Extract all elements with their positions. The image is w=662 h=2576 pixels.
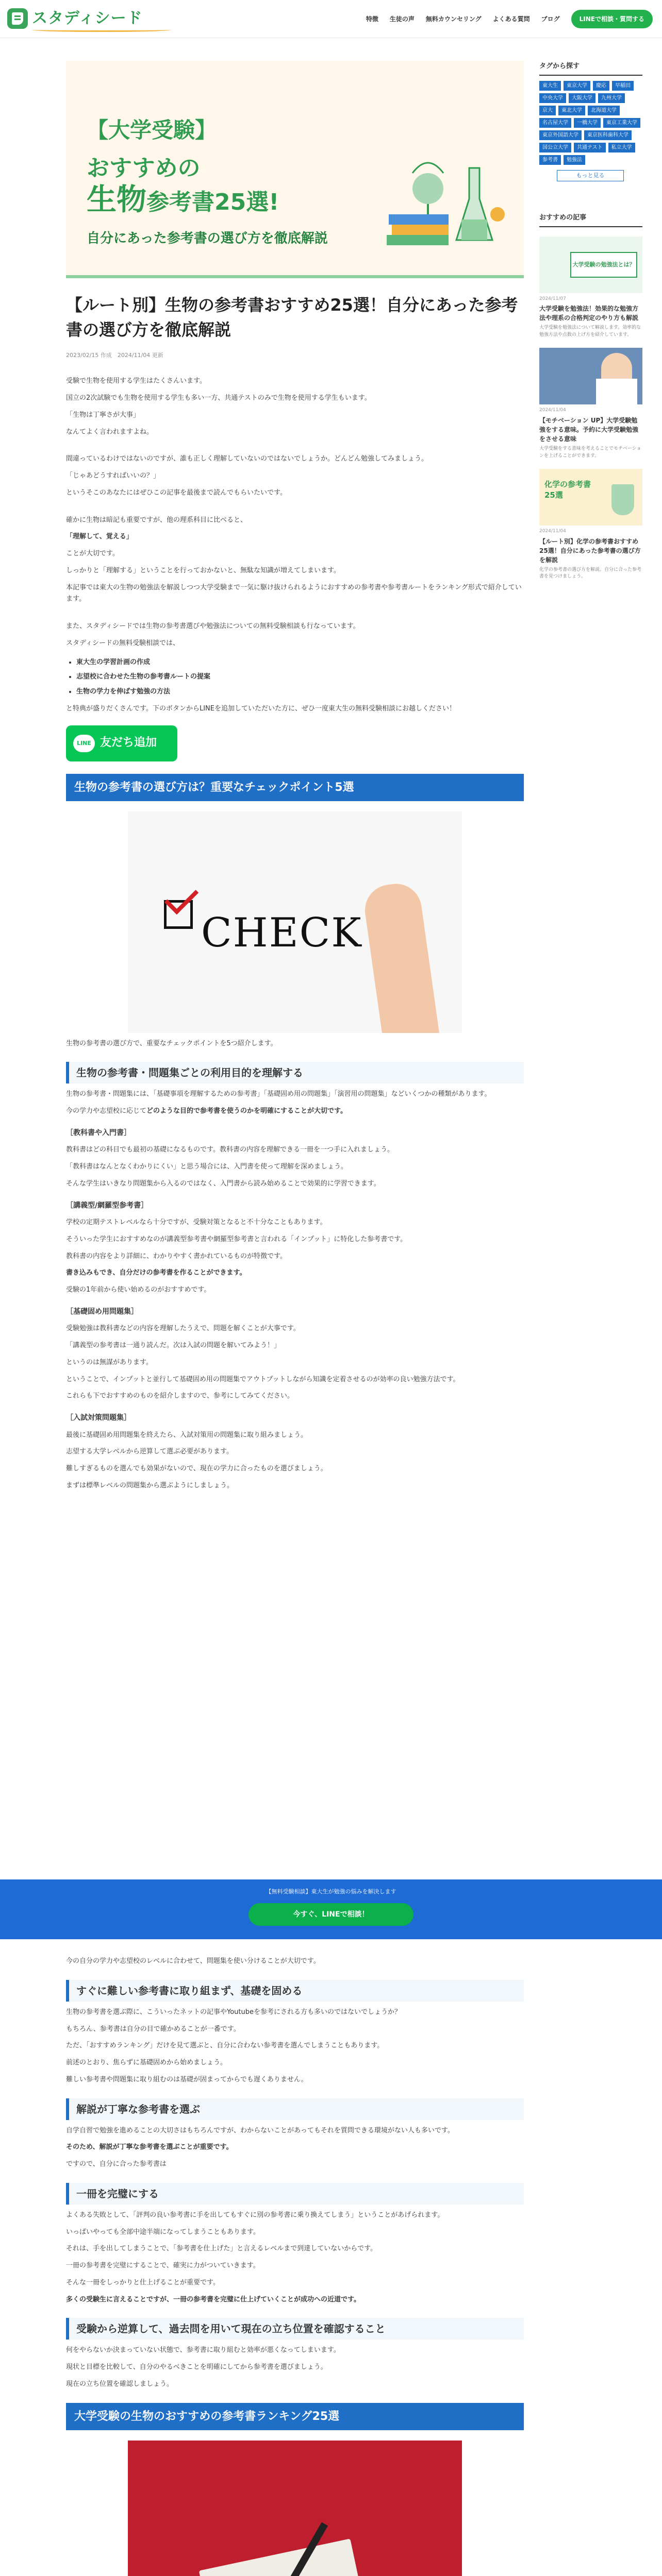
post-thumbnail: 化学の参考書 25選 [539, 469, 642, 526]
tag-link[interactable]: 中央大学 [539, 93, 566, 103]
cta-banner [0, 1879, 662, 1939]
paragraph: そんな一冊をしっかりと仕上げることが重要です。 [66, 2278, 220, 2286]
tag-link[interactable]: 東京外国語大学 [539, 130, 582, 140]
post-thumbnail: 大学受験の勉強法とは？ [539, 236, 642, 293]
paragraph: 書き込みもでき、自分だけの参考書を作ることができます。 [66, 1269, 246, 1277]
nav-counseling[interactable]: 無料カウンセリング [425, 15, 482, 23]
article-column [66, 61, 524, 1492]
post-excerpt: 大学受験をする意味を考えることでモチベーションを上げることができます。 [539, 446, 641, 459]
subheading-past-exams: 受験から逆算して、過去問を用いて現在の立ち位置を確認すること [66, 2318, 524, 2340]
nav-features[interactable]: 特徴 [366, 15, 378, 23]
paragraph: いっぱいやっても全部中途半端になってしまうこともあります。 [66, 2228, 260, 2236]
post-title: 【ルート別】化学の参考書おすすめ25選！自分にあった参考書の選び方を解説 [539, 537, 641, 564]
cta-line-button[interactable]: 今すぐ、LINEで相談！ [249, 1903, 413, 1926]
study-photo [128, 2441, 462, 2576]
line-add-friend-button[interactable] [66, 725, 177, 761]
paragraph: 「講義型の参考書は一通り読んだ。次は入試の問題を解いてみよう！」 [66, 1342, 281, 1349]
tag-link[interactable]: 参考書 [539, 155, 561, 165]
hero-subtitle: 自分にあった参考書の選び方を徹底解説 [87, 231, 328, 246]
subheading-explanation: 解説が丁寧な参考書を選ぶ [66, 2098, 524, 2120]
tag-link[interactable]: 共通テスト [574, 143, 606, 152]
list-item: • 東大生の学習計画の作成 [76, 657, 524, 669]
paragraph: というのは無謀があります。 [66, 1358, 153, 1366]
tag-link[interactable]: 東京大学 [564, 81, 590, 91]
check-image [128, 811, 462, 1033]
paragraph: しっかりと「理解する」ということを行っておかないと、無駄な知識が増えてしまいます。 [66, 566, 340, 574]
recommended-post[interactable] [539, 236, 642, 339]
site-header [0, 0, 662, 38]
site-logo[interactable] [7, 7, 172, 30]
tag-link[interactable]: 京大 [539, 106, 556, 115]
paragraph: なんてよく言われますよね。 [66, 428, 154, 436]
paragraph: 難しすぎるものを選んでも効果がないので、現在の学力に合ったものを選びましょう。 [66, 1465, 327, 1472]
tag-link[interactable]: 勉強法 [564, 155, 585, 165]
tag-link[interactable]: 一橋大学 [574, 118, 601, 128]
paragraph: ですので、自分に合った参考書は [66, 2160, 167, 2168]
notebook-shape [199, 2538, 367, 2576]
paragraph: そんな学生はいきなり問題集から入るのではなく、入門書から読み始めることで効果的に学習できます。 [66, 1179, 380, 1188]
recommended-post[interactable] [539, 348, 642, 460]
paragraph: 今の学力や志望校に応じてどのような目的で参考書を使うのかを明確にすることが大切です。 [66, 1107, 347, 1115]
paragraph: 生物の参考書の選び方で、重要なチェックポイントを5つ紹介します。 [66, 1039, 277, 1047]
sidebar [539, 61, 642, 581]
paragraph: 確かに生物は暗記も重要ですが、他の理系科目に比べると、 [66, 516, 247, 524]
tag-link[interactable]: 私立大学 [608, 143, 635, 152]
paragraph: そのため、解説が丁寧な参考書を選ぶことが重要です。 [66, 2143, 233, 2151]
paragraph: まずは標準レベルの問題集から選ぶようにしましょう。 [66, 1481, 234, 1489]
paragraph: 最後に基礎固め用問題集を終えたら、入試対策用の問題集に取り組みましょう。 [66, 1431, 308, 1439]
tag-link[interactable]: 国公立大学 [539, 143, 571, 152]
list-item: • 生物の学力を伸ばす勉強の方法 [76, 686, 524, 698]
paragraph: と特典が盛りだくさんです。下のボタンからLINEを追加していただいた方に、ぜひ一度東大生の無料受験相談にお越しください！ [66, 704, 456, 713]
post-title: 大学受験を勉強法！効果的な勉強方法や理系の合格判定のやり方も解説 [539, 305, 639, 322]
article-dates: 2023/02/15 作成 2024/11/04 更新 [66, 352, 163, 359]
paragraph: 志望する大学レベルから逆算して選ぶ必要があります。 [66, 1448, 233, 1456]
paragraph: 現状と目標を比較して、自分のやるべきことを明確にしてから参考書を選びましょう。 [66, 2363, 327, 2371]
section-heading-ranking: 大学受験の生物のおすすめの参考書ランキング25選 [66, 2403, 524, 2430]
paragraph: また、スタディシードでは生物の参考書選びや勉強法についての無料受験相談も行なっています。 [66, 622, 360, 630]
hero-line2: おすすめの [87, 155, 201, 181]
paragraph: 一冊の参考書を完璧にすることで、確実に力がついていきます。 [66, 2262, 260, 2269]
paragraph: 生物の参考書・問題集には、「基礎事項を理解するための参考書」「基礎固め用の問題集」「演習用の問題集」などいくつかの種類があります。 [66, 1090, 491, 1098]
subheading-intro-books: ［教科書や入門書］ [66, 1128, 131, 1137]
main-nav [366, 10, 653, 28]
logo-text: スタディシード [32, 9, 143, 27]
tag-link[interactable]: 北海道大学 [588, 106, 620, 115]
paragraph: 受験の1年前から使い始めるのがおすすめです。 [66, 1286, 211, 1294]
paragraph: 「じゃあどうすればいいの？」 [66, 472, 160, 480]
paragraph: 「教科書はなんとなくわかりにくい」と思う場合には、入門書を使って理解を深めましょう。 [66, 1163, 348, 1171]
paragraph: ことが大切です。 [66, 550, 119, 557]
post-title: 【モチベーション UP】大学受験勉強をする意味。予約に大学受験勉強をさせる意味 [539, 417, 639, 443]
paragraph: 受験勉強は教科書などの内容を理解したうえで、問題を解くことが大事です。 [66, 1325, 300, 1333]
article-column-lower [66, 1951, 524, 2576]
tag-link[interactable]: 早稲田 [612, 81, 634, 91]
post-thumbnail [539, 348, 642, 404]
paragraph: 前述のとおり、焦らずに基礎固めから始めましょう。 [66, 2059, 227, 2066]
hero-banner [66, 61, 524, 278]
cta-caption: 【無料受験相談】東大生が勉強の悩みを解決します [266, 1888, 396, 1895]
recommended-post[interactable] [539, 469, 642, 581]
nav-voices[interactable]: 生徒の声 [389, 15, 415, 23]
section-heading-check: 生物の参考書の選び方は？重要なチェックポイント5選 [66, 774, 524, 801]
paragraph: 間違っているわけではないのですが、誰も正しく理解していないのではないでしょうか。どんどん勉強してみましょう。 [66, 455, 428, 463]
tag-link[interactable]: 東北大学 [558, 106, 585, 115]
paragraph: 自学自習で勉強を進めることの大切さはもちろんですが、わからないことがあってもそれを質問できる環境がない人も多いです。 [66, 2126, 454, 2134]
paragraph: というそこのあなたにはぜひこの記事を最後まで読んでもらいたいです。 [66, 488, 287, 497]
paragraph: これらも下でおすすめのものを紹介しますので、参考にしてみてください。 [66, 1392, 294, 1400]
hero-count: 参考書25選! [146, 189, 279, 215]
article-intro [66, 360, 524, 649]
post-date: 2024/11/04 [539, 529, 566, 534]
paragraph: そういった学生におすすめなのが講義型参考書や網羅型参考書と言われる「インプット」に特化した参考書です。 [66, 1235, 407, 1243]
tag-link[interactable]: 東京医科歯科大学 [584, 130, 632, 140]
hero-label: 【大学受験】 [87, 117, 217, 143]
check-word: CHECK [201, 909, 362, 956]
paragraph: 難しい参考書や問題集に取り組むのは基礎が固まってからでも遅くありません。 [66, 2075, 308, 2083]
tag-link[interactable]: 九州大学 [598, 93, 625, 103]
line-icon: LINE [73, 735, 95, 752]
paragraph: 「理解して、覚える」 [66, 533, 133, 541]
more-tags-button[interactable]: もっと見る [557, 170, 624, 181]
subheading-lecture-books: ［講義型/網羅型参考書］ [66, 1201, 148, 1210]
paragraph: 本記事では東大の生物の勉強法を解説しつつ大学受験まで一気に駆け抜けられるようにおすすめの参考書や参考書ルートをランキング形式で紹介しています。 [66, 583, 522, 603]
hero-line3 [87, 180, 279, 219]
tags-heading: タグから探す [539, 61, 642, 76]
subheading-basic-problems: ［基礎固め用問題集］ [66, 1307, 138, 1316]
tag-link[interactable]: 大阪大学 [569, 93, 595, 103]
subheading-exam-problems: ［入試対策問題集］ [66, 1414, 131, 1422]
hero-subject: 生物 [87, 182, 147, 217]
tag-link[interactable]: 東大生 [539, 81, 561, 91]
science-illustration [382, 152, 510, 261]
post-excerpt: 化学の参考書の選び方を解説。自分に合った参考書を見つけましょう。 [539, 567, 642, 580]
paragraph: 学校の定期テストレベルなら十分ですが、受験対策となると不十分なこともあります。 [66, 1218, 327, 1226]
paragraph: もちろん、参考書は自分の目で確かめることが一番です。 [66, 2025, 240, 2033]
tag-link[interactable]: 東京工業大学 [603, 118, 640, 128]
finger-shape [361, 880, 443, 1033]
paragraph: 教科書の内容をより詳細に、わかりやすく書かれているものが特徴です。 [66, 1252, 287, 1260]
post-excerpt: 大学受験を勉強法について解説します。効率的な勉強方法や点数の上げ方を紹介しています。 [539, 325, 641, 337]
subheading-one-book: 一冊を完璧にする [66, 2183, 524, 2205]
posts-heading: おすすめの記事 [539, 212, 642, 227]
paragraph: 現在の立ち位置を確認しましょう。 [66, 2380, 174, 2388]
post-date: 2024/11/07 [539, 296, 566, 301]
hero-bottom-bar [66, 275, 524, 278]
article-title: 【ルート別】生物の参考書おすすめ25選！自分にあった参考書の選び方を徹底解説 [66, 295, 518, 340]
paragraph: 「生物は丁寧さが大事」 [66, 411, 140, 419]
subheading-basics-first: すぐに難しい参考書に取り組まず、基礎を固める [66, 1980, 524, 2002]
paragraph: 多くの受験生に言えることですが、一冊の参考書を完璧に仕上げていくことが成功への近道です。 [66, 2295, 360, 2303]
paragraph: それは、手を出してしまうことで、「参考書を仕上げた」と言えるレベルまで到達していないからです。 [66, 2245, 377, 2253]
benefit-list [66, 657, 524, 698]
paragraph: 生物の参考書を選ぶ際に、こういったネットの記事やYoutubeを参考にされる方も多いのではないでしょうか？ [66, 2008, 401, 2016]
paragraph: 今の自分の学力や志望校のレベルに合わせて、問題集を使い分けることが大切です。 [66, 1957, 320, 1965]
tag-list [539, 81, 642, 165]
paragraph: 何をやらないか決まっていない状態で、参考書に取り組むと効率が悪くなってしまいます。 [66, 2346, 340, 2354]
paragraph: スタディシードの無料受験相談では、 [66, 639, 179, 647]
add-friend-label: 友だち追加 [100, 736, 157, 750]
nav-blog[interactable]: ブログ [541, 15, 560, 23]
paragraph: 国立の2次試験でも生物を使用する学生も多い一方、共通テストのみで生物を使用する学生もいます。 [66, 394, 371, 402]
list-item: • 志望校に合わせた生物の参考書ルートの提案 [76, 671, 524, 683]
post-date: 2024/11/04 [539, 408, 566, 413]
paragraph: よくある失敗として、「評判の良い参考書に手を出してもすぐに別の参考書に乗り換えてしまう」ということがあげられます。 [66, 2211, 444, 2219]
paragraph: ということで、インプットと並行して基礎固め用の問題集でアウトプットしながら知識を定着させるのが効率の良い勉強方法です。 [66, 1375, 460, 1383]
paragraph: 教科書はどの科目でも最初の基礎になるものです。教科書の内容を理解できる一冊を一つ手に入れましょう。 [66, 1146, 394, 1154]
subheading-purpose: 生物の参考書・問題集ごとの利用目的を理解する [66, 1062, 524, 1083]
logo-book-icon [7, 8, 28, 29]
nav-faq[interactable]: よくある質問 [492, 15, 530, 23]
line-consult-button[interactable]: LINEで相談・質問する [571, 10, 653, 28]
paragraph: ただ、「おすすめランキング」だけを見て選ぶと、自分に合わない参考書を選んでしまうこともあります。 [66, 2042, 384, 2050]
tag-link[interactable]: 名古屋大学 [539, 118, 571, 128]
tag-link[interactable]: 慶応 [593, 81, 609, 91]
logo-swoosh [32, 28, 171, 32]
paragraph: 受験で生物を使用する学生はたくさんいます。 [66, 377, 206, 385]
